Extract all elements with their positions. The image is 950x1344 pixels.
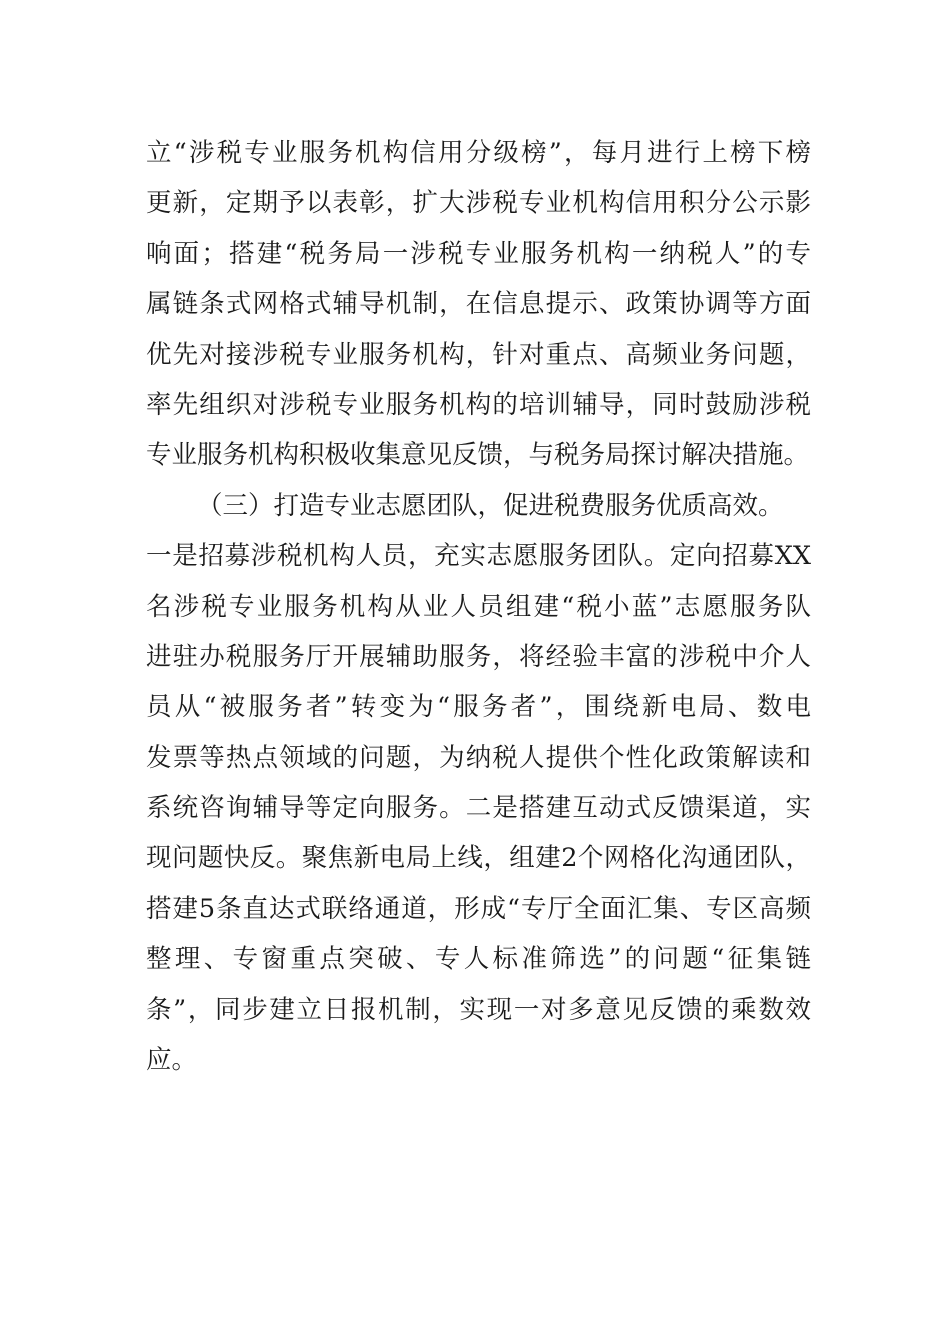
text-line: 立“涉税专业服务机构信用分级榜”，每月进行上榜下榜 xyxy=(146,138,811,168)
text-line: 属链条式网格式辅导机制，在信息提示、政策协调等方面 xyxy=(146,289,811,320)
text-line: 更新，定期予以表彰，扩大涉税专业机构信用积分公示影 xyxy=(146,188,811,219)
text-line: 名涉税专业服务机构从业人员组建“税小蓝”志愿服务队 xyxy=(146,591,811,622)
section-heading: （三）打造专业志愿团队，促进税费服务优质高效。 xyxy=(197,490,784,521)
text-line: 应。 xyxy=(146,1045,198,1076)
text-line: 系统咨询辅导等定向服务。二是搭建互动式反馈渠道，实 xyxy=(146,793,811,824)
body-text xyxy=(146,128,811,1085)
text-line: 一是招募涉税机构人员，充实志愿服务团队。定向招募XX xyxy=(146,541,811,572)
text-line: 进驻办税服务厅开展辅助服务，将经验丰富的涉税中介人 xyxy=(146,641,811,672)
text-line: 响面；搭建“税务局一涉税专业服务机构一纳税人”的专 xyxy=(146,238,811,269)
text-line: 发票等热点领域的问题，为纳税人提供个性化政策解读和 xyxy=(146,742,811,773)
text-line: 条”，同步建立日报机制，实现一对多意见反馈的乘数效 xyxy=(146,994,811,1025)
text-line: 整理、专窗重点突破、专人标准筛选”的问题“征集链 xyxy=(146,944,811,975)
text-line: 优先对接涉税专业服务机构，针对重点、高频业务问题， xyxy=(146,339,811,370)
text-line: 员从“被服务者”转变为“服务者”，围绕新电局、数电 xyxy=(146,692,811,723)
text-line: 专业服务机构积极收集意见反馈，与税务局探讨解决措施。 xyxy=(146,440,810,471)
text-line: 率先组织对涉税专业服务机构的培训辅导，同时鼓励涉税 xyxy=(146,389,811,420)
text-line: 搭建5条直达式联络通道，形成“专厅全面汇集、专区高频 xyxy=(146,893,811,924)
text-line: 现问题快反。聚焦新电局上线，组建2个网格化沟通团队， xyxy=(146,843,811,874)
